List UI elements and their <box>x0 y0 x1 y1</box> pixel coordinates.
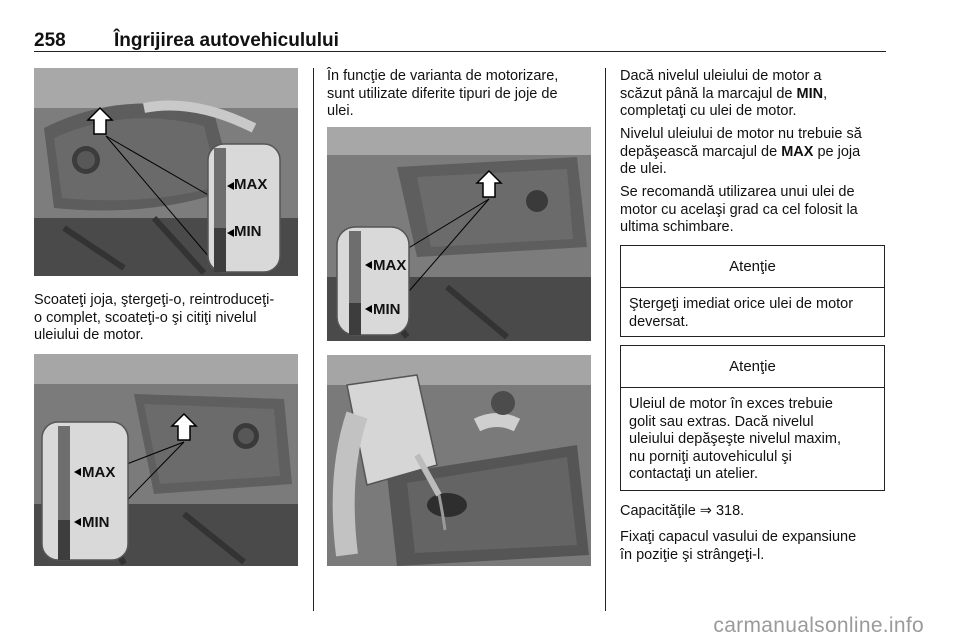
column-divider-right <box>605 68 606 611</box>
oil-grade-text: Se recomandă utilizarea unui ulei de motor cu acelaşi grad ca cel folosit la ultima schimbare. <box>620 184 858 235</box>
dipstick-max-label-3: MAX <box>373 257 407 274</box>
page-header <box>34 30 886 60</box>
engine-dipstick-photo-2 <box>34 354 298 566</box>
oil-filling-photo <box>327 355 591 566</box>
reference-arrow-icon: ⇒ <box>699 503 712 519</box>
oil-level-text-1: Dacă nivelul uleiului de motor a scăzut până la marcajul de MIN, completaţi cu ulei de motor. <box>620 68 828 119</box>
dipstick-max-label-2: MAX <box>82 464 116 481</box>
warning-body-1: Ştergeţi imediat orice ulei de motor deversat. <box>629 296 854 330</box>
warning-title-2: Atenţie <box>621 346 884 388</box>
dipstick-min-label-3: MIN <box>373 301 401 318</box>
dipstick-variants-text: În funcţie de varianta de motorizare, sunt utilizate diferite tipuri de joje de ulei. <box>327 68 559 119</box>
warning-title-1: Atenţie <box>621 246 884 288</box>
page-title: Îngrijirea autovehiculului <box>114 30 339 51</box>
capacities-reference: Capacităţile ⇒ 318. <box>620 503 745 519</box>
dipstick-min-label-2: MIN <box>82 514 110 531</box>
engine-dipstick-photo-3 <box>327 127 591 341</box>
capacities-page-link[interactable]: 318. <box>711 503 745 519</box>
warning-box-spilled-oil <box>620 245 885 337</box>
dipstick-max-label-1: MAX <box>234 176 268 193</box>
watermark: carmanualsonline.info <box>713 614 924 637</box>
dipstick-min-label-1: MIN <box>234 223 262 240</box>
column-divider-left <box>313 68 314 611</box>
engine-dipstick-photo-1 <box>34 68 298 276</box>
warning-box-excess-oil <box>620 345 885 491</box>
page-number: 258 <box>34 30 66 51</box>
oil-level-text-2: Nivelul uleiului de motor nu trebuie să depăşească marcajul de MAX pe joja de ulei. <box>620 126 862 177</box>
cap-instruction-text: Fixaţi capacul vasului de expansiune în poziţie şi strângeţi-l. <box>620 529 857 563</box>
warning-body-2: Uleiul de motor în exces trebuie golit sau extras. Dacă nivelul uleiului depăşeşte nivelul maxim, nu porniţi autovehiculul şi contactaţi un atelier. <box>629 396 841 482</box>
dipstick-instructions: Scoateţi joja, ştergeţi-o, reintroduceţi- o complet, scoateţi-o şi citiţi nivelul uleiului de motor. <box>34 292 275 343</box>
header-rule <box>34 51 886 52</box>
